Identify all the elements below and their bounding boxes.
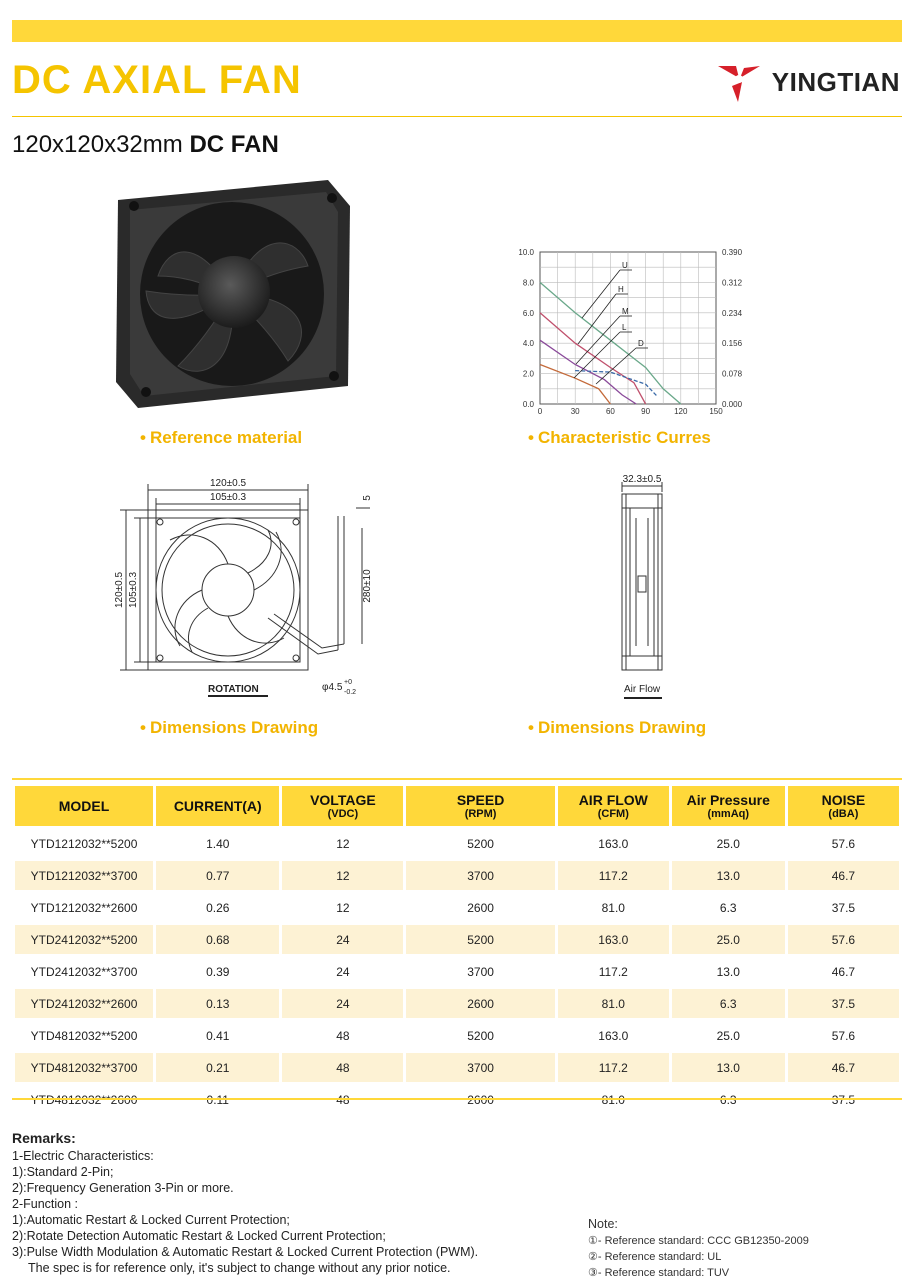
- y-tick-label: 10.0: [518, 248, 534, 257]
- table-bottom-rule: [12, 1098, 902, 1100]
- column-header-label: NOISE: [821, 792, 866, 808]
- table-cell: 0.39: [206, 964, 230, 979]
- table-cell: 117.2: [558, 861, 669, 890]
- dim-width-outer: 120±0.5: [209, 478, 247, 489]
- remark-line: 2-Function :: [12, 1197, 79, 1211]
- model-cell: YTD1212032**5200: [30, 836, 138, 851]
- page-title: DC AXIAL FAN: [12, 58, 302, 102]
- table-cell: 0.13: [156, 989, 279, 1018]
- model-cell: YTD2412032**3700: [30, 964, 138, 979]
- y2-tick-label: 0.312: [722, 278, 743, 288]
- spec-table-header: [15, 786, 899, 826]
- note: [588, 1216, 809, 1281]
- hole-tol-minus: -0.2: [344, 689, 357, 696]
- x-tick-label: 120: [674, 407, 688, 416]
- table-cell: 37.5: [788, 989, 899, 1018]
- brand: [716, 58, 900, 106]
- dim-thickness: 32.3±0.5: [622, 474, 662, 485]
- table-cell: 25.0: [716, 1028, 740, 1043]
- characteristic-curve-chart: [490, 240, 770, 420]
- remark-line: 1):Standard 2-Pin;: [12, 1165, 114, 1179]
- subtitle-size: 120x120x32mm: [12, 131, 183, 158]
- table-cell: 163.0: [558, 925, 669, 954]
- table-cell: 48: [336, 1028, 350, 1043]
- x-tick-label: 90: [641, 407, 651, 416]
- table-row: [15, 957, 899, 986]
- dim-width-inner: 105±0.3: [209, 492, 247, 503]
- table-cell: 117.2: [598, 964, 628, 979]
- model-cell: YTD1212032**2600: [30, 900, 138, 915]
- curve-label-leader: [582, 270, 620, 318]
- table-cell: 37.5: [831, 900, 856, 915]
- table-cell: 24: [282, 925, 403, 954]
- table-cell: 0.41: [206, 1028, 230, 1043]
- column-header: [156, 786, 279, 826]
- table-cell: 5200: [467, 1028, 494, 1043]
- table-cell: 48: [282, 1053, 403, 1082]
- y2-tick-label: 0.156: [722, 339, 743, 349]
- x-tick-label: 0: [537, 407, 543, 416]
- spec-table: [12, 778, 902, 1117]
- table-cell: 163.0: [598, 1028, 629, 1043]
- model-cell: YTD4812032**5200: [30, 1028, 138, 1043]
- side-dimension-drawing: [600, 468, 690, 704]
- curve-label: U: [622, 261, 628, 270]
- table-cell: 46.7: [788, 861, 899, 890]
- y-tick-label: 2.0: [522, 369, 534, 379]
- table-row: [15, 989, 899, 1018]
- note-item: ③- Reference standard: TUV: [588, 1267, 730, 1279]
- column-header-unit: (CFM): [597, 808, 629, 820]
- fan-photo: [108, 176, 358, 412]
- column-header: [788, 786, 899, 826]
- x-tick-label: 30: [570, 407, 580, 416]
- table-cell: 57.6: [831, 836, 856, 851]
- table-cell: 2600: [467, 900, 494, 915]
- note-item: ②- Reference standard: UL: [588, 1251, 722, 1263]
- airflow-label: Air Flow: [624, 684, 661, 695]
- rotation-label: ROTATION: [208, 684, 259, 695]
- table-row: [15, 893, 899, 922]
- dim-lead-length: 280±10: [362, 569, 373, 603]
- table-cell: 6.3: [719, 900, 737, 915]
- table-cell: 5200: [406, 925, 555, 954]
- y-tick-label: 6.0: [522, 308, 534, 318]
- table-cell: 25.0: [672, 925, 785, 954]
- column-header-unit: (VDC): [327, 808, 359, 820]
- table-row: [15, 925, 899, 954]
- table-cell: 5200: [467, 836, 494, 851]
- dim-lead-strip: 5: [362, 495, 373, 501]
- front-dimension-drawing: [108, 468, 388, 698]
- column-header: [282, 786, 403, 826]
- remarks: [12, 1130, 478, 1276]
- column-header-unit: (RPM): [464, 808, 497, 820]
- column-header: [406, 786, 555, 826]
- table-cell: 13.0: [672, 1053, 785, 1082]
- column-header-unit: (mmAq): [707, 808, 750, 820]
- curve-label: H: [618, 285, 624, 294]
- table-cell: 12: [336, 836, 350, 851]
- caption-photo-text: Reference material: [149, 428, 303, 447]
- y2-tick-label: 0.390: [722, 248, 743, 257]
- table-cell: 13.0: [716, 964, 740, 979]
- table-cell: 3700: [406, 861, 555, 890]
- table-cell: 2600: [406, 989, 555, 1018]
- y2-tick-label: 0.000: [722, 400, 743, 409]
- column-header-label: Air Pressure: [686, 792, 770, 808]
- curve-label: L: [622, 323, 627, 332]
- note-title: Note:: [588, 1217, 618, 1231]
- column-header-label: VOLTAGE: [310, 792, 376, 808]
- table-row: [15, 861, 899, 890]
- curve-label: M: [622, 307, 629, 316]
- table-cell: 46.7: [831, 964, 856, 979]
- table-cell: 13.0: [672, 861, 785, 890]
- model-cell: YTD4812032**3700: [15, 1053, 153, 1082]
- table-cell: 12: [282, 861, 403, 890]
- model-cell: YTD1212032**3700: [15, 861, 153, 890]
- remark-line: 2):Frequency Generation 3-Pin or more.: [12, 1181, 234, 1195]
- remark-line: 1-Electric Characteristics:: [12, 1149, 154, 1163]
- caption-dim-side: • Dimensions Drawing: [528, 718, 707, 737]
- curve-label: D: [638, 339, 644, 348]
- table-cell: 163.0: [598, 836, 629, 851]
- column-header-unit: (dBA): [828, 808, 859, 820]
- brand-name: YINGTIAN: [771, 66, 900, 97]
- caption-dim-front: • Dimensions Drawing: [140, 718, 319, 737]
- caption-dim-side-text: Dimensions Drawing: [537, 718, 707, 737]
- table-cell: 57.6: [788, 925, 899, 954]
- table-cell: 3700: [406, 1053, 555, 1082]
- remarks-title: Remarks:: [12, 1130, 76, 1146]
- caption-curves: • Characteristic Curres: [528, 428, 711, 447]
- table-cell: 0.26: [206, 900, 230, 915]
- dim-height-inner: 105±0.3: [128, 571, 139, 609]
- table-cell: 81.0: [558, 989, 669, 1018]
- table-cell: 6.3: [672, 989, 785, 1018]
- remark-line: 3):Pulse Width Modulation & Automatic Restart & Locked Current Protection (PWM).: [12, 1245, 479, 1259]
- table-cell: 0.77: [156, 861, 279, 890]
- model-cell: YTD2412032**5200: [15, 925, 153, 954]
- column-header-label: MODEL: [58, 798, 110, 814]
- table-cell: 24: [282, 989, 403, 1018]
- table-cell: 57.6: [831, 1028, 856, 1043]
- caption-curves-text: Characteristic Curres: [537, 428, 711, 447]
- remark-line: 1):Automatic Restart & Locked Current Protection;: [12, 1213, 290, 1227]
- column-header: [15, 786, 153, 826]
- table-cell: 117.2: [558, 1053, 669, 1082]
- table-row: [15, 829, 899, 858]
- table-cell: 25.0: [716, 836, 740, 851]
- curve-label-leader: [576, 316, 620, 364]
- y-tick-label: 0.0: [522, 400, 534, 409]
- product-subtitle: [12, 130, 279, 160]
- table-cell: 0.68: [156, 925, 279, 954]
- table-cell: 0.21: [156, 1053, 279, 1082]
- table-cell: 1.40: [206, 836, 230, 851]
- top-accent-bar: [12, 20, 902, 42]
- x-tick-label: 150: [709, 407, 723, 416]
- column-header-label: SPEED: [456, 792, 505, 808]
- column-header: [672, 786, 785, 826]
- y2-tick-label: 0.234: [722, 308, 743, 318]
- hole-tol-plus: +0: [344, 679, 352, 686]
- brand-logo-icon: [716, 60, 762, 104]
- table-cell: 24: [336, 964, 350, 979]
- table-cell: 81.0: [601, 900, 625, 915]
- caption-photo: • Reference material: [140, 428, 303, 447]
- x-tick-label: 60: [605, 407, 615, 416]
- hole-diameter: φ4.5: [322, 682, 343, 693]
- caption-dim-front-text: Dimensions Drawing: [149, 718, 319, 737]
- y-tick-label: 4.0: [522, 339, 534, 349]
- y-tick-label: 8.0: [522, 278, 534, 288]
- table-row: [15, 1021, 899, 1050]
- note-item: ①- Reference standard: CCC GB12350-2009: [588, 1235, 809, 1247]
- y2-tick-label: 0.078: [722, 369, 743, 379]
- table-cell: 3700: [467, 964, 494, 979]
- remark-line: The spec is for reference only, it's subject to change without any prior notice.: [28, 1261, 451, 1275]
- column-header: [558, 786, 669, 826]
- dim-height-outer: 120±0.5: [114, 571, 125, 609]
- subtitle-type: DC FAN: [189, 131, 279, 158]
- table-row: [15, 1053, 899, 1082]
- table-cell: 46.7: [788, 1053, 899, 1082]
- model-cell: YTD2412032**2600: [15, 989, 153, 1018]
- column-header-label: CURRENT(A): [173, 798, 262, 814]
- table-cell: 12: [336, 900, 350, 915]
- column-header-label: AIR FLOW: [578, 792, 648, 808]
- divider: [12, 116, 902, 117]
- remark-line: 2):Rotate Detection Automatic Restart & Locked Current Protection;: [12, 1229, 386, 1243]
